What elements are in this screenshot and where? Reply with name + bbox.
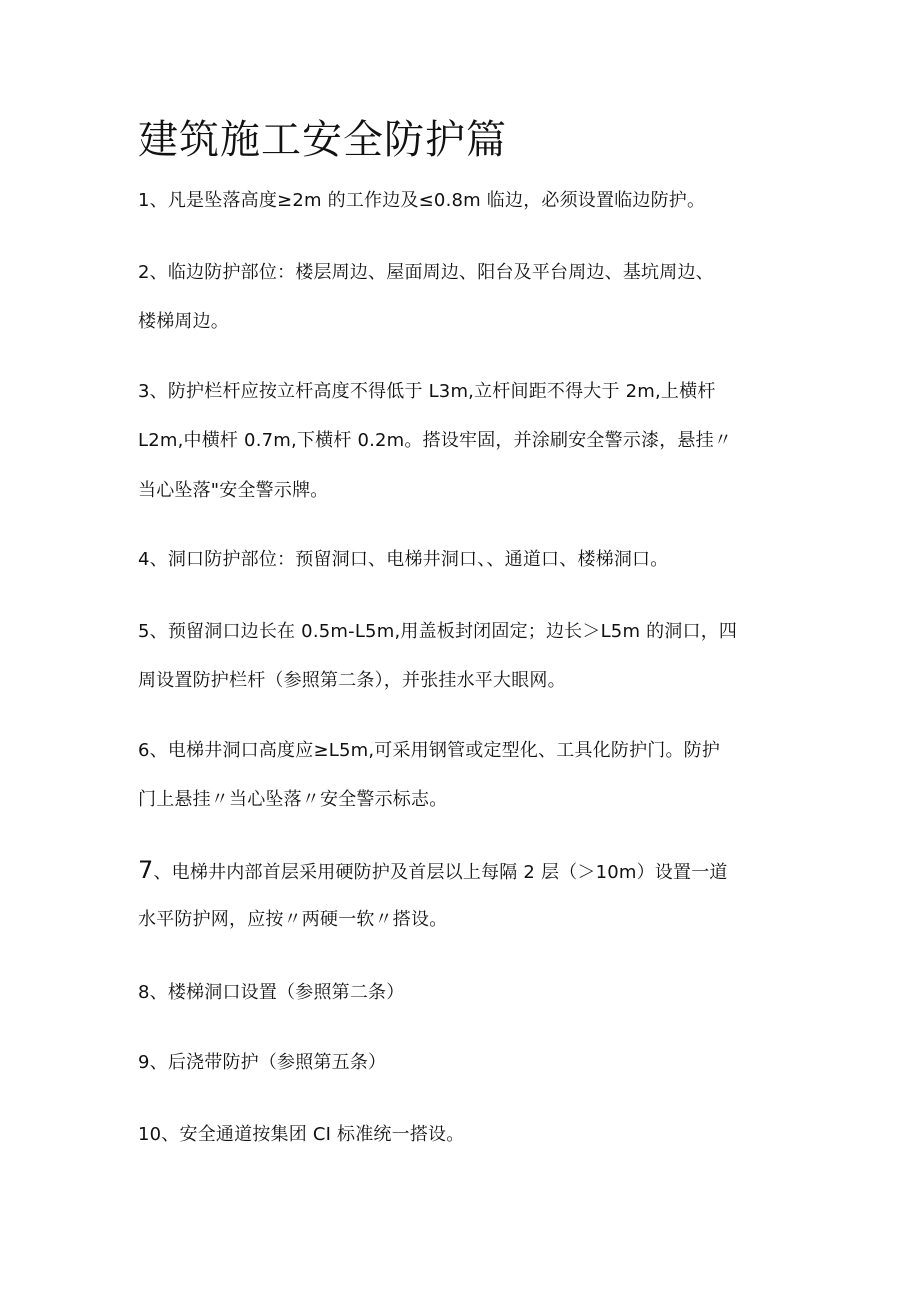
item-9-line-1: 9、后浇带防护（参照第五条） bbox=[138, 1052, 387, 1073]
item-6-line-2: 门上悬挂〃当心坠落〃安全警示标志。 bbox=[138, 789, 448, 810]
item-8-line-1: 8、楼梯洞口设置（参照第二条） bbox=[138, 982, 405, 1003]
item-5-line-2: 周设置防护栏杆（参照第二条），并张挂水平大眼网。 bbox=[138, 670, 566, 691]
item-7-line-1 bbox=[138, 857, 728, 886]
item-3-line-2: L2m,中横杆 0.7m,下横杆 0.2m。搭设牢固，并涂刷安全警示漆，悬挂〃 bbox=[138, 430, 733, 451]
item-10-line-1: 10、安全通道按集团 CI 标准统一搭设。 bbox=[138, 1124, 465, 1145]
item-7-line-2: 水平防护网，应按〃两硬一软〃搭设。 bbox=[138, 909, 448, 930]
item-2-line-1: 2、临边防护部位：楼层周边、屋面周边、阳台及平台周边、基坑周边、 bbox=[138, 262, 714, 283]
item-2-line-2: 楼梯周边。 bbox=[138, 311, 229, 332]
document-title: 建筑施工安全防护篇 bbox=[138, 117, 507, 163]
item-6-line-1: 6、电梯井洞口高度应≥L5m,可采用钢管或定型化、工具化防护门。防护 bbox=[138, 740, 721, 761]
item-7-number: 7 bbox=[138, 856, 154, 884]
item-3-line-1: 3、防护栏杆应按立杆高度不得低于 L3m,立杆间距不得大于 2m,上横杆 bbox=[138, 381, 716, 402]
item-4-line-1: 4、洞口防护部位：预留洞口、电梯井洞口、、通道口、楼梯洞口。 bbox=[138, 549, 669, 570]
item-5-line-1: 5、预留洞口边长在 0.5m-L5m,用盖板封闭固定；边长＞L5m 的洞口，四 bbox=[138, 621, 738, 642]
item-3-line-3: 当心坠落"安全警示牌。 bbox=[138, 480, 329, 501]
item-7-line-1-text: 、电梯井内部首层采用硬防护及首层以上每隔 2 层（＞10m）设置一道 bbox=[153, 862, 728, 883]
item-1-line-1: 1、凡是坠落高度≥2m 的工作边及≤0.8m 临边，必须设置临边防护。 bbox=[138, 190, 706, 211]
